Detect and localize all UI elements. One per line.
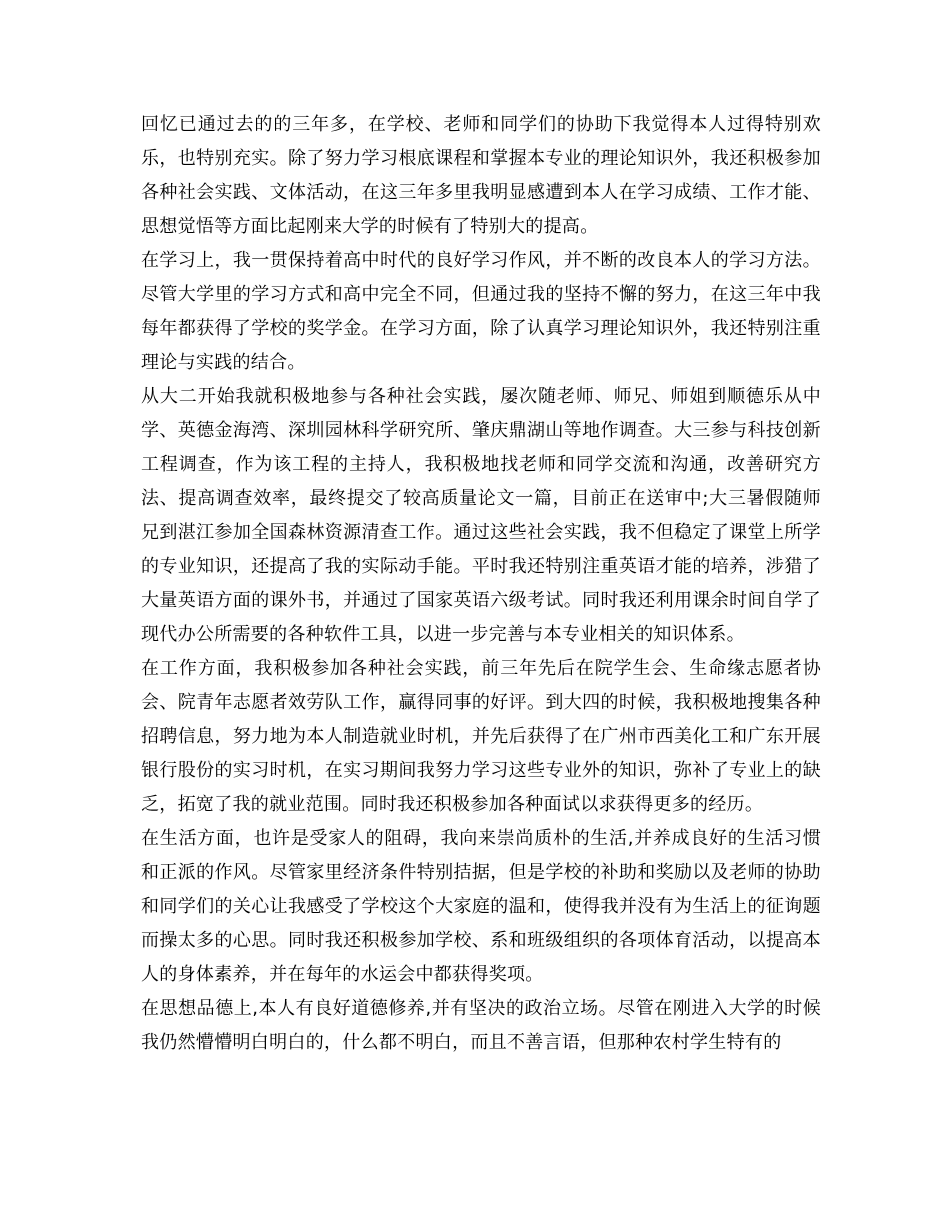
- paragraph-review: 回忆已通过去的的三年多，在学校、老师和同学们的协助下我觉得本人过得特别欢乐，也特别充实。除了努力学习根底课程和掌握本专业的理论知识外，我还积极参加各种社会实践、文体活动，在这三年多里我明显感遭到本人在学习成绩、工作才能、思想觉悟等方面比起刚来大学的时候有了特别大的提高。: [141, 114, 821, 237]
- paragraph-practice: 从大二开始我就积极地参与各种社会实践，屡次随老师、师兄、师姐到顺德乐从中学、英德金海湾、深圳园林科学研究所、肇庆鼎湖山等地作调查。大三参与科技创新工程调查，作为该工程的主持人，我积极地找老师和同学交流和沟通，改善研究方法、提高调查效率，最终提交了较高质量论文一篇，目前正在送审中;大三暑假随师兄到湛江参加全国森林资源清查工作。通过这些社会实践，我不但稳定了课堂上所学的专业知识，还提高了我的实际动手能。平时我还特别注重英语才能的培养，涉猎了大量英语方面的课外书，并通过了国家英语六级考试。同时我还利用课余时间自学了现代办公所需要的各种软件工具，以进一步完善与本专业相关的知识体系。: [141, 386, 821, 645]
- paragraph-work: 在工作方面，我积极参加各种社会实践，前三年先后在院学生会、生命缘志愿者协会、院青年志愿者效劳队工作，赢得同事的好评。到大四的时候，我积极地搜集各种招聘信息，努力地为本人制造就业时机，并先后获得了在广州市西美化工和广东开展银行股份的实习时机，在实习期间我努力学习这些专业外的知识，弥补了专业上的缺乏，拓宽了我的就业范围。同时我还积极参加各种面试以求获得更多的经历。: [141, 658, 821, 815]
- paragraph-morality: 在思想品德上,本人有良好道德修养,并有坚决的政治立场。尽管在刚进入大学的时候我仍然懵懵明白明白的，什么都不明白，而且不善言语，但那种农村学生特有的: [141, 998, 821, 1053]
- document-body: [141, 108, 821, 1060]
- paragraph-study: 在学习上，我一贯保持着高中时代的良好学习作风，并不断的改良本人的学习方法。尽管大学里的学习方式和高中完全不同，但通过我的坚持不懈的努力，在这三年中我每年都获得了学校的奖学金。在学习方面，除了认真学习理论知识外，我还特别注重理论与实践的结合。: [141, 250, 821, 373]
- paragraph-life: 在生活方面，也许是受家人的阻碍，我向来崇尚质朴的生活,并养成良好的生活习惯和正派的作风。尽管家里经济条件特别拮据，但是学校的补助和奖励以及老师的协助和同学们的关心让我感受了学校这个大家庭的温和，使得我并没有为生活上的征询题而操太多的心思。同时我还积极参加学校、系和班级组织的各项体育活动，以提高本人的身体素养，并在每年的水运会中都获得奖项。: [141, 828, 821, 985]
